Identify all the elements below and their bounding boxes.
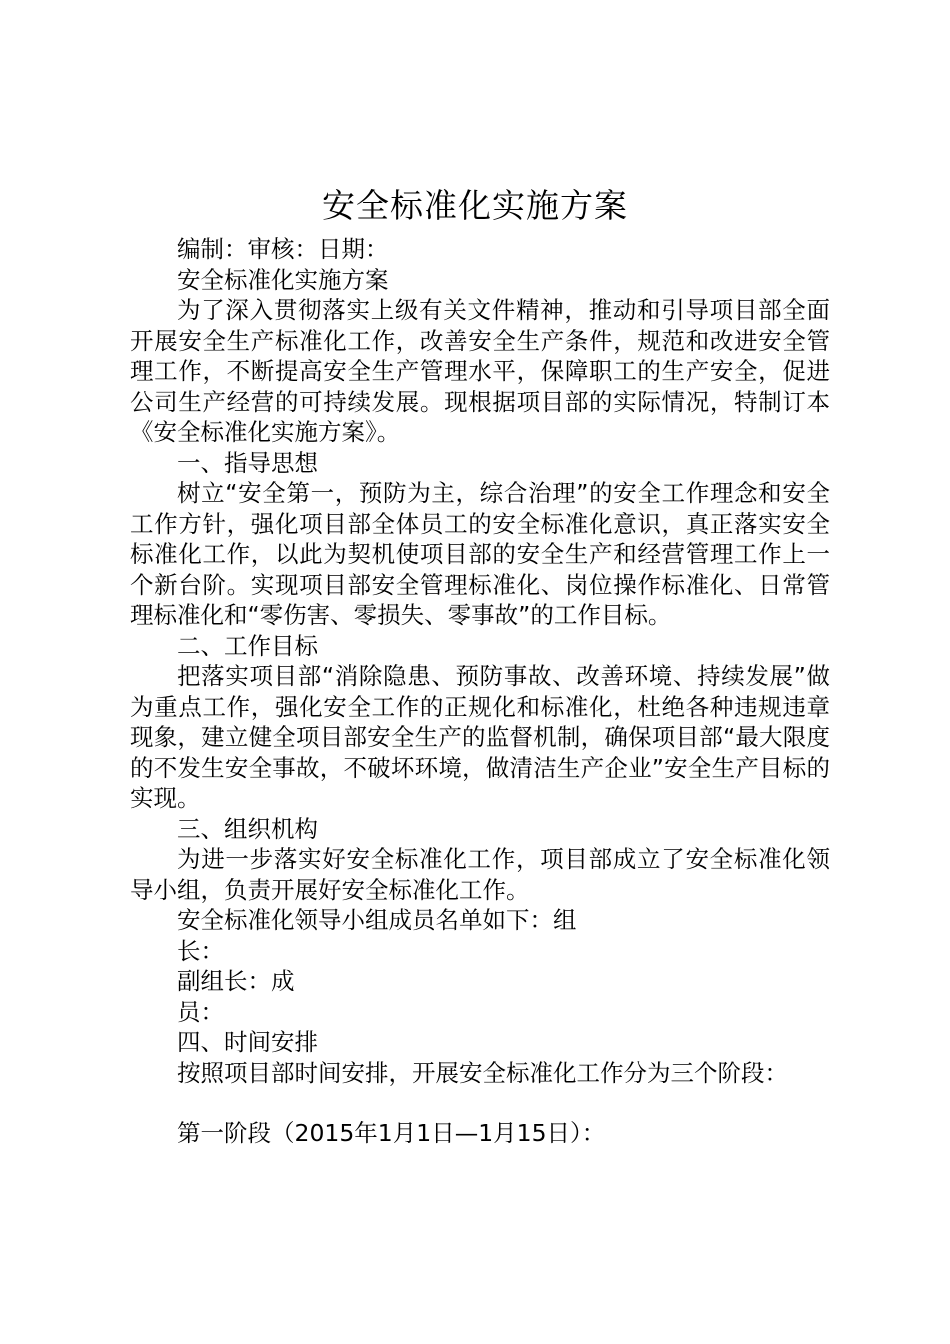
document-body	[130, 234, 830, 1149]
intro-paragraph: 为了深入贯彻落实上级有关文件精神，推动和引导项目部全面开展安全生产标准化工作，改善安全生产条件，规范和改进安全管理工作，不断提高安全生产管理水平，保障职工的生产安全，促进公司生产经营的可持续发展。现根据项目部的实际情况，特制订本《安全标准化实施方案》。	[130, 296, 830, 446]
members-line: 副组长：成	[177, 967, 295, 995]
document-title: 安全标准化实施方案	[322, 186, 628, 225]
section-heading-guiding-ideology: 一、指导思想	[177, 448, 318, 477]
phase-one-line: 第一阶段（2015年1月1日—1月15日）：	[177, 1119, 606, 1147]
schedule-paragraph: 按照项目部时间安排，开展安全标准化工作分为三个阶段：	[177, 1058, 788, 1087]
members-line: 安全标准化领导小组成员名单如下：组	[177, 906, 577, 934]
members-line: 长：	[177, 936, 224, 965]
section-heading-schedule: 四、时间安排	[177, 1028, 318, 1056]
organization-paragraph: 为进一步落实好安全标准化工作，项目部成立了安全标准化领导小组，负责开展好安全标准化工作。	[130, 845, 830, 904]
subtitle: 安全标准化实施方案	[177, 265, 389, 294]
meta-line: 编制：审核：日期：	[177, 235, 389, 263]
section-heading-work-goals: 二、工作目标	[177, 631, 318, 660]
section-heading-organization: 三、组织机构	[177, 814, 318, 843]
members-line: 员：	[177, 997, 224, 1026]
guiding-ideology-paragraph: 树立“安全第一，预防为主，综合治理”的安全工作理念和安全工作方针，强化项目部全体员工的安全标准化意识，真正落实安全标准化工作，以此为契机使项目部的安全生产和经营管理工作上一个新台阶。实现项目部安全管理标准化、岗位操作标准化、日常管理标准化和“零伤害、零损失、零事故”的工作目标。	[130, 479, 830, 629]
work-goals-paragraph: 把落实项目部“消除隐患、预防事故、改善环境、持续发展”做为重点工作，强化安全工作的正规化和标准化，杜绝各种违规违章现象，建立健全项目部安全生产的监督机制，确保项目部“最大限度的不发生安全事故，不破坏环境，做清洁生产企业”安全生产目标的实现。	[130, 662, 830, 812]
